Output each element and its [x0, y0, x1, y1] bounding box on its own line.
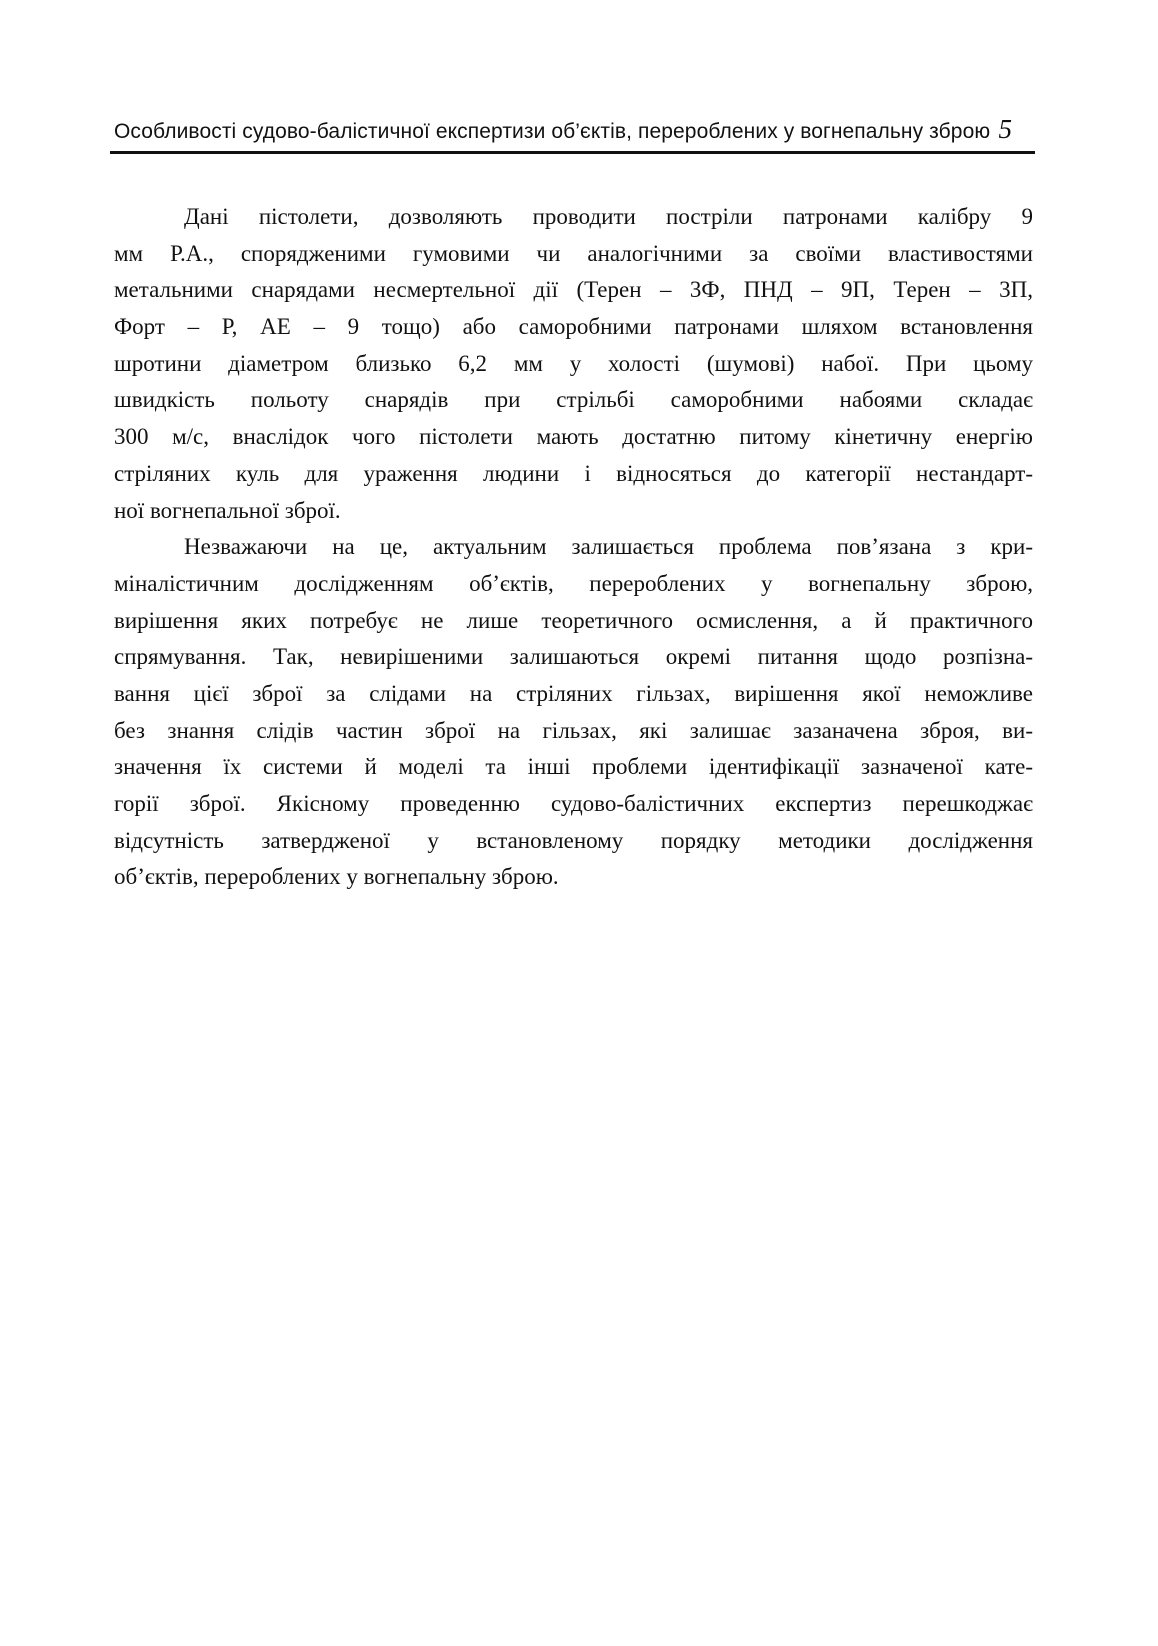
text-line: Дані пістолети, дозволяють проводити постріли патронами калібру 9	[184, 204, 1033, 229]
document-body	[114, 199, 1033, 896]
text-line: спрямування. Так, невирішеними залишаються окремі питання щодо розпізна-	[114, 644, 1033, 670]
header-rule	[110, 151, 1035, 154]
text-line: 300 м/с, внаслідок чого пістолети мають достатню питому кінетичну енергію	[114, 424, 1033, 450]
text-line: Форт – Р, АЕ – 9 тощо) або саморобними патронами шляхом встановлення	[114, 314, 1033, 340]
text-line: стріляних куль для ураження людини і відносяться до категорії нестандарт-	[114, 460, 1033, 486]
text-line: значення їх системи й моделі та інші проблеми ідентифікації зазначеної кате-	[114, 754, 1033, 780]
page-number: 5	[998, 114, 1012, 144]
text-line: швидкість польоту снарядів при стрільбі саморобними набоями складає	[114, 387, 1033, 413]
paragraph	[114, 529, 1033, 896]
text-line: вирішення яких потребує не лише теоретичного осмислення, а й практичного	[114, 607, 1033, 633]
text-line: метальними снарядами несмертельної дії (Терен – 3Ф, ПНД – 9П, Терен – 3П,	[114, 277, 1033, 303]
text-line: Незважаючи на це, актуальним залишається проблема пов’язана з кри-	[184, 534, 1033, 560]
text-line: об’єктів, перероблених у вогнепальну зброю.	[114, 864, 559, 890]
text-line: ної вогнепальної зброї.	[114, 497, 341, 523]
text-line: горії зброї. Якісному проведенню судово-балістичних експертиз перешкоджає	[114, 791, 1033, 816]
text-line: мм Р.А., спорядженими гумовими чи аналогічними за своїми властивостями	[114, 240, 1033, 266]
text-line: шротини діаметром близько 6,2 мм у холості (шумові) набої. При цьому	[114, 350, 1033, 376]
header-title: Особливості судово-балістичної експертизи об’єктів, перероблених у вогнепальну зброю	[114, 120, 991, 143]
text-line: міналістичним дослідженням об’єктів, перероблених у вогнепальну зброю,	[114, 570, 1033, 596]
text-line: без знання слідів частин зброї на гільзах, які залишає зазаначена зброя, ви-	[114, 717, 1033, 743]
text-line: відсутність затвердженої у встановленому порядку методики дослідження	[114, 827, 1033, 853]
running-header	[114, 116, 1034, 145]
text-line: вання цієї зброї за слідами на стріляних гільзах, вирішення якої неможливе	[114, 680, 1033, 706]
paragraph	[114, 199, 1033, 529]
